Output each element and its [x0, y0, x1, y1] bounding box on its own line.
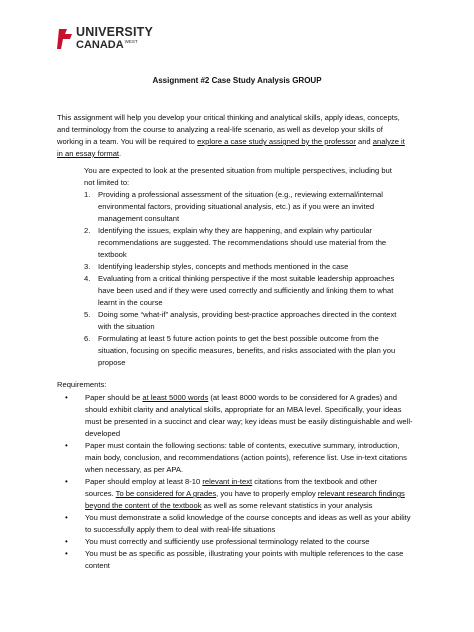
list-line: Evaluating from a critical thinking perspective if the most suitable leadership approaches	[98, 274, 395, 283]
list-line: developed	[85, 429, 121, 438]
list-line: situation, focusing on specific measures, benefits, and risks associated with the plan you	[98, 346, 396, 355]
list-line: Identifying leadership styles, concepts and methods mentioned in the case	[98, 262, 349, 271]
list-item	[84, 261, 434, 273]
intro-line: and terminology from the course to analyzing a real-life scenario, as well as develop your skills of	[57, 125, 383, 134]
list-line: You must correctly and sufficiently use professional terminology related to the course	[85, 537, 370, 546]
underlined-text: beyond the content of the textbook	[85, 501, 202, 510]
list-line: should exhibit clarity and analytical skills, appropriate for an MBA level. Specifically, your ideas	[85, 405, 402, 414]
list-item	[65, 476, 445, 512]
list-item	[84, 333, 434, 369]
list-line: when necessary, as per APA.	[85, 465, 184, 474]
underlined-text: at least 5000 words	[142, 393, 209, 402]
intro-line: This assignment will help you develop your critical thinking and analytical skills, apply ideas, concepts,	[57, 113, 400, 122]
requirements-list	[65, 392, 445, 572]
intro-line: working in a team. You will be required to explore a case study assigned by the professor and analyze it	[57, 137, 405, 146]
requirements-heading: Requirements:	[57, 380, 107, 389]
list-line: main body, conclusion, and recommendations (action points), reference list. Use in-text citations	[85, 453, 407, 462]
intro-paragraph	[57, 112, 429, 160]
flag-icon	[57, 28, 73, 50]
list-number: 4.	[84, 274, 91, 283]
list-number: 1.	[84, 190, 91, 199]
list-line: You must be as specific as possible, illustrating your points with multiple references to the case	[85, 549, 404, 558]
logo-line-west: WEST	[124, 38, 138, 44]
underlined-text: in an essay format	[57, 149, 120, 158]
list-line: Providing a professional assessment of the situation (e.g., reviewing external/internal	[98, 190, 383, 199]
perspectives-section	[84, 165, 434, 369]
list-item	[84, 273, 434, 309]
list-line: You must demonstrate a solid knowledge of the course concepts and ideas as well as your ability	[85, 513, 411, 522]
list-line: environmental factors, providing situational analysis, etc.) as if you were an invited	[98, 202, 375, 211]
document-title: Assignment #2 Case Study Analysis GROUP	[152, 76, 322, 85]
bullet-icon: •	[65, 477, 68, 486]
perspectives-lead: not limited to:	[84, 178, 130, 187]
perspectives-list	[84, 189, 434, 369]
underlined-text: explore a case study assigned by the professor	[197, 137, 356, 146]
list-number: 5.	[84, 310, 91, 319]
list-line: content	[85, 561, 110, 570]
list-item	[65, 536, 445, 548]
underlined-text: analyze it	[372, 137, 405, 146]
intro-line: in an essay format.	[57, 149, 122, 158]
list-line: textbook	[98, 250, 127, 259]
list-line: Formulating at least 5 future action points to get the best possible outcome from the	[98, 334, 379, 343]
bullet-icon: •	[65, 537, 68, 546]
bullet-icon: •	[65, 549, 68, 558]
list-number: 2.	[84, 226, 91, 235]
list-item	[65, 440, 445, 476]
list-line: Paper should employ at least 8-10 relevant in-text citations from the textbook and other	[85, 477, 378, 486]
list-line: propose	[98, 358, 126, 367]
bullet-icon: •	[65, 513, 68, 522]
list-line: to successfully apply them to deal with real-life situations	[85, 525, 276, 534]
logo-line-university: UNIVERSITY	[76, 25, 154, 39]
list-item	[65, 512, 445, 536]
list-number: 3.	[84, 262, 91, 271]
list-line: Doing some “what-if” analysis, providing best-practice approaches directed in the context	[98, 310, 397, 319]
list-line: learnt in the course	[98, 298, 163, 307]
underlined-text: relevant in-text	[202, 477, 253, 486]
list-item	[84, 189, 434, 225]
list-item	[65, 548, 445, 572]
list-line: management consultant	[98, 214, 180, 223]
list-line: beyond the content of the textbook as well as some relevant statistics in your analysis	[85, 501, 373, 510]
list-line: with the situation	[98, 322, 155, 331]
underlined-text: To be considered for A grades	[115, 489, 217, 498]
list-line: Paper must contain the following sections: table of contents, executive summary, introduction,	[85, 441, 400, 450]
list-number: 6.	[84, 334, 91, 343]
list-line: have been used and if they were used correctly and sufficiently and linking them to what	[98, 286, 394, 295]
perspectives-lead: You are expected to look at the presented situation from multiple perspectives, including but	[84, 166, 392, 175]
list-line: must be presented in a succinct and clear way; key ideas must be easily distinguishable and well-	[85, 417, 413, 426]
logo-wordmark	[76, 26, 153, 51]
list-item	[84, 309, 434, 333]
list-item	[84, 225, 434, 261]
bullet-icon: •	[65, 393, 68, 402]
list-line: Paper should be at least 5000 words (at least 8000 words to be considered for A grades) and	[85, 393, 397, 402]
logo-line-canada: $CANADA^{WEST}$	[76, 38, 138, 51]
list-line: Identifying the issues, explain why they are happening, and explain why particular	[98, 226, 372, 235]
list-line: sources. To be considered for A grades, you have to properly employ relevant research findings	[85, 489, 405, 498]
university-logo	[57, 25, 154, 56]
list-line: recommendations are suggested. The recommendations should use material from the	[98, 238, 387, 247]
bullet-icon: •	[65, 441, 68, 450]
list-item	[65, 392, 445, 440]
underlined-text: relevant research findings	[317, 489, 405, 498]
